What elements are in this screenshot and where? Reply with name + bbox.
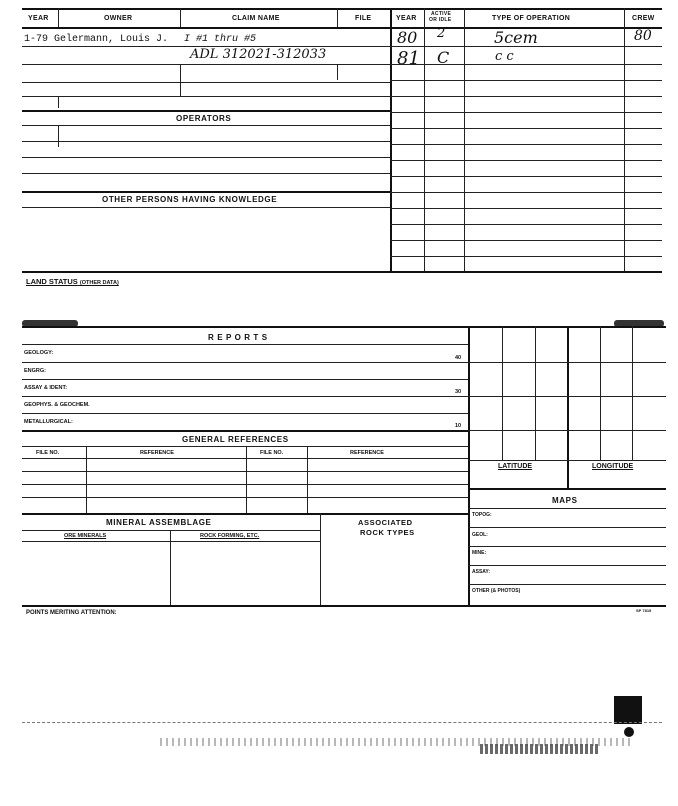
points-meriting-attention: POINTS MERITING ATTENTION: [26, 610, 117, 616]
col-type-header: TYPE OF OPERATION [492, 15, 571, 22]
report-num-40: 40 [455, 355, 462, 361]
activity-active-2: C [437, 48, 450, 67]
col-file-header: FILE [355, 15, 372, 22]
latitude-label: LATITUDE [498, 463, 533, 470]
reports-title: R E P O R T S [208, 333, 268, 342]
ref-col-file-no-2: FILE NO. [260, 450, 284, 456]
ref-col-reference-2: REFERENCE [350, 450, 384, 456]
report-geophys: GEOPHYS. & GEOCHEM. [24, 402, 90, 408]
col-active-header-line2: OR IDLE [429, 17, 452, 23]
col-owner-header: OWNER [104, 15, 133, 22]
form-number: SP 7815 [636, 608, 652, 613]
adl-entry: ADL 312021-312033 [190, 47, 327, 62]
owner-entry: 1-79 Gelermann, Louis J. [24, 34, 169, 45]
report-assay: ASSAY & IDENT: [24, 385, 68, 391]
registration-dot [624, 727, 634, 737]
activity-year-1: 80 [397, 28, 418, 47]
associated-rock-line2: ROCK TYPES [360, 528, 415, 537]
col-crew-header: CREW [632, 15, 655, 22]
col-active-header-line1: ACTIVE [431, 11, 452, 17]
maps-title: MAPS [552, 496, 578, 505]
land-status-sub: (OTHER DATA) [79, 280, 119, 286]
report-metallurgical: METALLURGICAL: [24, 419, 73, 425]
map-other: OTHER (& PHOTOS) [472, 588, 521, 594]
activity-crew-1: 80 [634, 28, 652, 44]
activity-active-1: 2 [437, 26, 446, 41]
longitude-label: LONGITUDE [592, 463, 634, 470]
ref-col-reference-1: REFERENCE [140, 450, 174, 456]
map-mine: MINE: [472, 550, 487, 556]
map-geol: GEOL: [472, 532, 488, 538]
map-topog: TOPOG: [472, 512, 492, 518]
rock-forming-label: ROCK FORMING, ETC. [200, 533, 260, 539]
land-status-label: LAND STATUS [26, 277, 78, 286]
operators-label: OPERATORS [176, 114, 232, 123]
col-year2-header: YEAR [396, 15, 417, 22]
other-persons-label: OTHER PERSONS HAVING KNOWLEDGE [102, 195, 278, 204]
col-year-header: YEAR [28, 15, 49, 22]
report-num-30: 30 [455, 389, 462, 395]
registration-mark [614, 696, 642, 724]
report-num-10: 10 [455, 423, 462, 429]
ore-minerals-label: ORE MINERALS [64, 533, 107, 539]
header-top-rule [22, 8, 662, 10]
activity-type-1: 5cem [494, 28, 538, 47]
scan-noise-dark [480, 744, 600, 754]
scan-noise-line [22, 722, 662, 723]
map-assay: ASSAY: [472, 569, 491, 575]
ref-col-file-no-1: FILE NO. [36, 450, 60, 456]
report-engrg: ENGRG: [24, 368, 46, 374]
activity-year-2: 81 [397, 48, 420, 69]
header-bottom-rule [22, 27, 662, 29]
general-references-title: GENERAL REFERENCES [182, 435, 289, 444]
activity-type-2: c c [495, 49, 514, 64]
col-claim-name-header: CLAIM NAME [232, 15, 280, 22]
claim-name-entry: I #1 thru #5 [184, 34, 257, 45]
report-geology: GEOLOGY: [24, 350, 54, 356]
associated-rock-line1: ASSOCIATED [358, 518, 413, 527]
mineral-assemblage-title: MINERAL ASSEMBLAGE [106, 518, 212, 527]
